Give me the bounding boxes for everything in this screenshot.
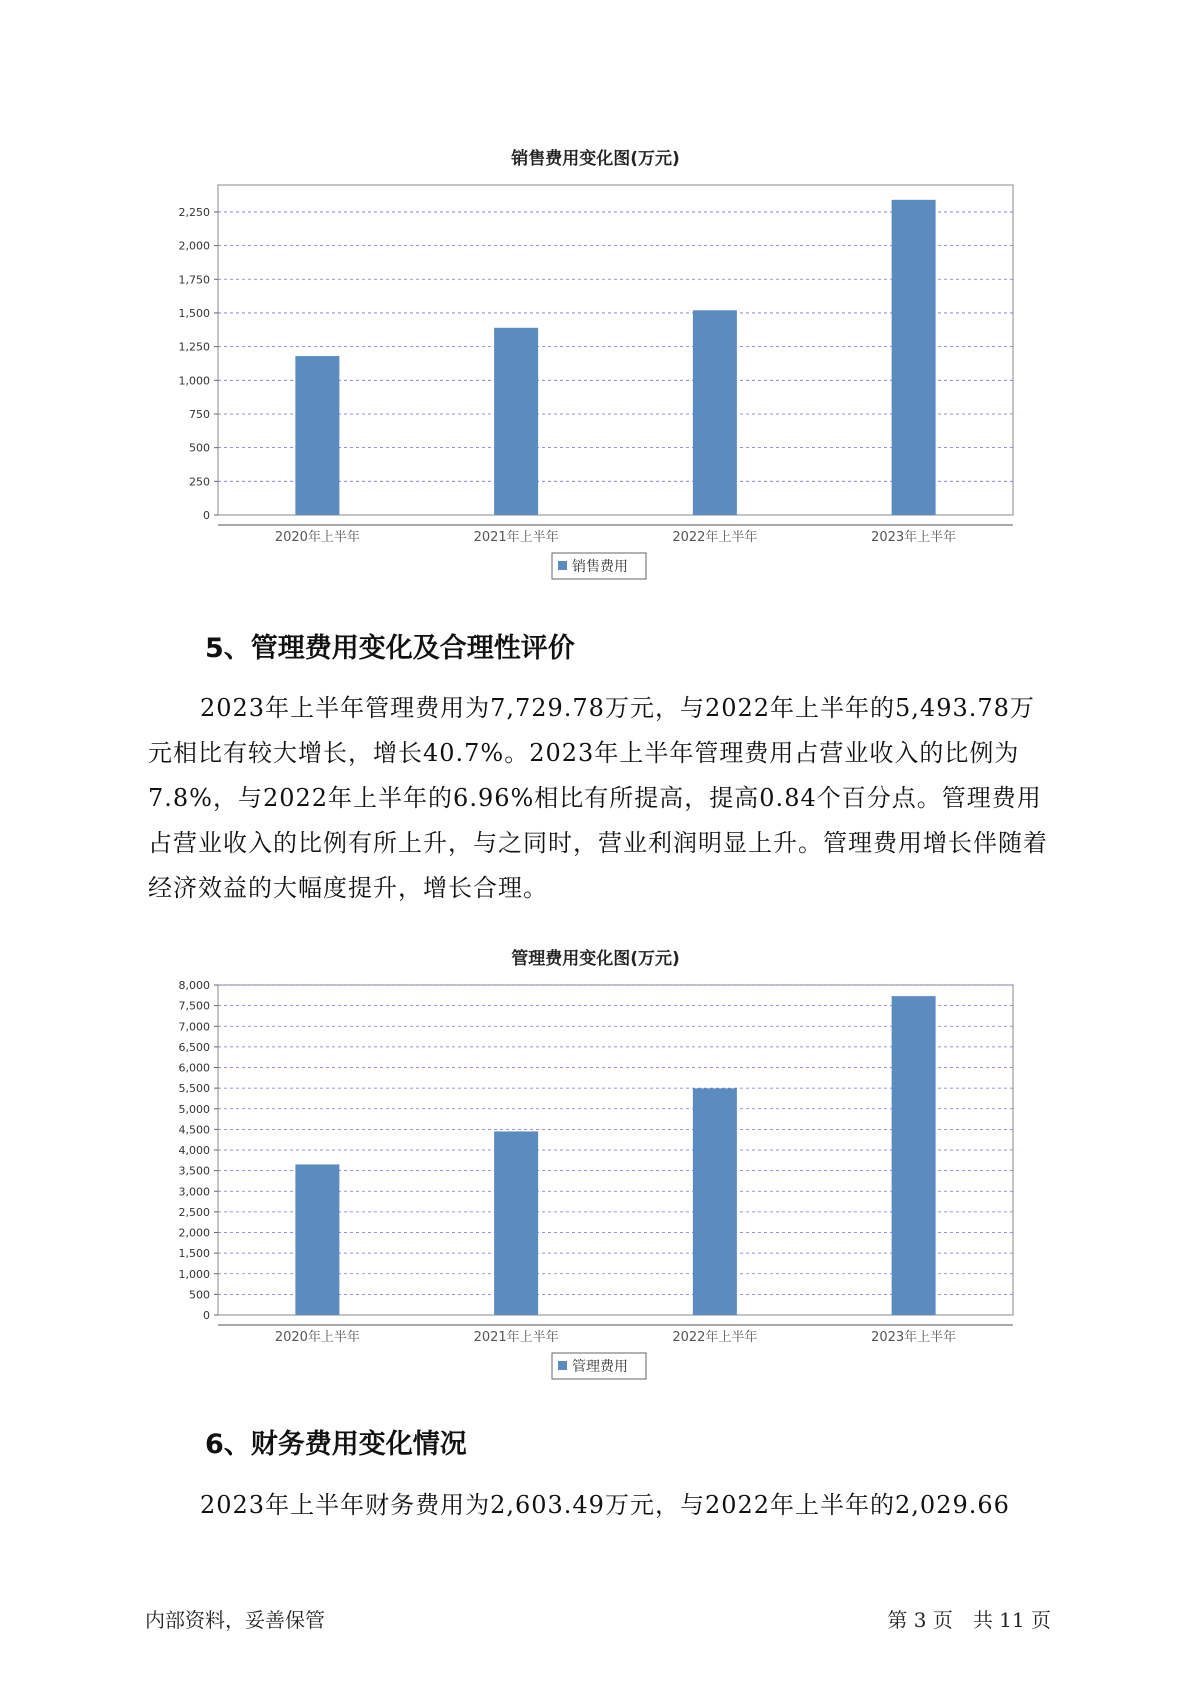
- y-tick-label: 2,000: [178, 239, 210, 253]
- y-tick-label: 2,250: [178, 205, 210, 219]
- footer-confidential-note: 内部资料，妥善保管: [145, 1608, 325, 1632]
- bar: [693, 310, 737, 515]
- legend-label: 管理费用: [572, 1359, 628, 1375]
- y-tick-label: 5,000: [178, 1102, 210, 1116]
- x-tick-label: 2021年上半年: [473, 1330, 559, 1345]
- y-tick-label: 250: [189, 475, 210, 489]
- section-5-heading: 5、管理费用变化及合理性评价: [205, 633, 575, 664]
- bar: [295, 1164, 339, 1315]
- sales-expense-chart: [0, 175, 1191, 595]
- y-tick-label: 1,750: [178, 273, 210, 287]
- y-tick-label: 500: [189, 1288, 210, 1302]
- y-tick-label: 750: [189, 407, 210, 421]
- legend-label: 销售费用: [572, 559, 628, 575]
- footer-page-number: 第 3 页 共 11 页: [887, 1608, 1051, 1632]
- management-expense-chart: [0, 975, 1191, 1395]
- y-tick-label: 3,500: [178, 1164, 210, 1178]
- bar: [892, 996, 936, 1315]
- y-tick-label: 1,250: [178, 340, 210, 354]
- y-tick-label: 8,000: [178, 979, 210, 992]
- y-tick-label: 7,000: [178, 1020, 210, 1034]
- section-6-heading: 6、财务费用变化情况: [205, 1429, 467, 1460]
- x-tick-label: 2022年上半年: [672, 530, 758, 545]
- y-tick-label: 2,000: [178, 1226, 210, 1240]
- x-tick-label: 2021年上半年: [473, 530, 559, 545]
- x-tick-label: 2020年上半年: [274, 530, 360, 545]
- bar: [494, 328, 538, 515]
- chart2-title: 管理费用变化图(万元): [511, 949, 680, 969]
- y-tick-label: 7,500: [178, 999, 210, 1013]
- x-tick-label: 2023年上半年: [871, 530, 957, 545]
- y-tick-label: 1,500: [178, 1247, 210, 1261]
- y-tick-label: 3,000: [178, 1185, 210, 1199]
- y-tick-label: 0: [203, 1309, 210, 1322]
- legend: [552, 553, 646, 579]
- bar: [295, 356, 339, 515]
- y-tick-label: 4,500: [178, 1123, 210, 1137]
- x-tick-label: 2020年上半年: [274, 1330, 360, 1345]
- y-tick-label: 4,000: [178, 1144, 210, 1157]
- y-tick-label: 2,500: [178, 1205, 210, 1219]
- y-tick-label: 500: [189, 441, 210, 455]
- chart1-title: 销售费用变化图(万元): [511, 149, 680, 169]
- section-6-paragraph: 2023年上半年财务费用为2,603.49万元，与2022年上半年的2,029.66: [200, 1491, 1010, 1519]
- y-tick-label: 6,500: [178, 1040, 210, 1054]
- y-tick-label: 0: [203, 509, 210, 522]
- section-5-paragraph: 2023年上半年管理费用为7,729.78万元，与2022年上半年的5,493.78万元相比有较大增长，增长40.7%。2023年上半年管理费用占营业收入的比例为7.8%，与2022年上半年的6.96%相比有所提高，提高0.84个百分点。管理费用占营业收入的比例有所上升，与之同时，营业利润明显上升。管理费用增长伴随着经济效益的大幅度提升，增长合理。: [148, 694, 1048, 902]
- y-tick-label: 6,000: [178, 1061, 210, 1075]
- legend: [552, 1353, 646, 1379]
- legend-swatch: [558, 561, 567, 570]
- legend-swatch: [558, 1361, 567, 1370]
- x-tick-label: 2023年上半年: [871, 1330, 957, 1345]
- bar: [494, 1131, 538, 1315]
- bar: [892, 200, 936, 515]
- bar: [693, 1088, 737, 1315]
- y-tick-label: 1,000: [178, 374, 210, 388]
- y-tick-label: 1,500: [178, 306, 210, 320]
- x-tick-label: 2022年上半年: [672, 1330, 758, 1345]
- y-tick-label: 1,000: [178, 1267, 210, 1281]
- y-tick-label: 5,500: [178, 1082, 210, 1096]
